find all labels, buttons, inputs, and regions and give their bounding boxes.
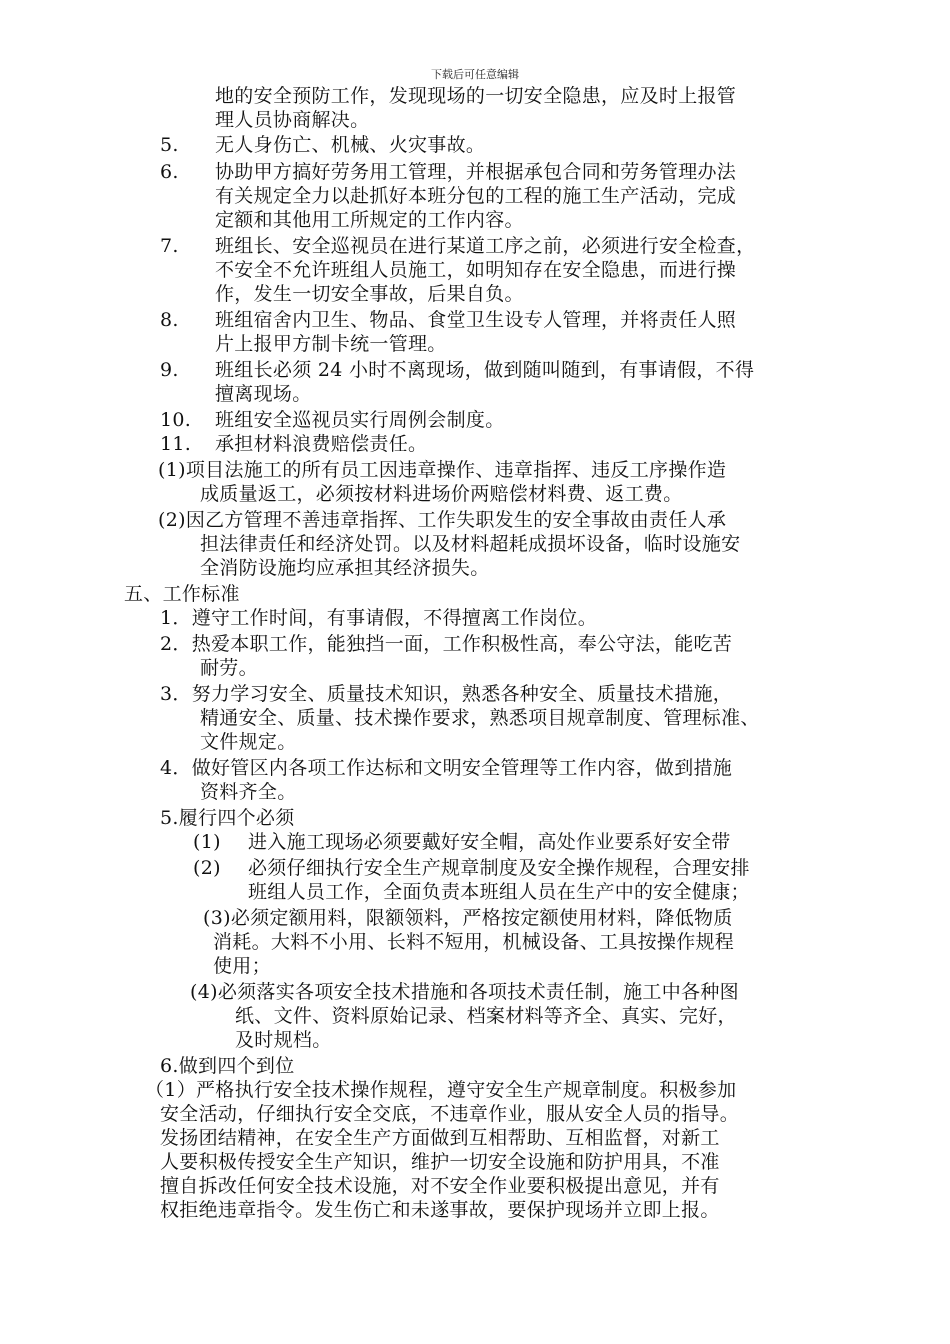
text-line: 协助甲方搞好劳务用工管理，并根据承包合同和劳务管理办法 — [215, 161, 737, 183]
text-line: 地的安全预防工作，发现现场的一切安全隐患，应及时上报管 — [215, 85, 737, 107]
text-line: 班组长、安全巡视员在进行某道工序之前，必须进行安全检查， — [215, 235, 756, 257]
section-heading: 五、工作标准 — [124, 583, 240, 605]
text-line: 3．努力学习安全、质量技术知识，熟悉各种安全、质量技术措施， — [160, 683, 733, 705]
text-line: 成质量返工，必须按材料进场价两赔偿材料费、返工费。 — [200, 483, 683, 505]
item-number: (1) — [193, 831, 221, 853]
text-line: 理人员协商解决。 — [215, 109, 370, 131]
text-line: 权拒绝违章指令。发生伤亡和未遂事故，要保护现场并立即上报。 — [160, 1199, 720, 1221]
text-line: 必须仔细执行安全生产规章制度及安全操作规程，合理安排 — [248, 857, 750, 879]
text-line: 资料齐全。 — [200, 781, 297, 803]
text-line: 进入施工现场必须要戴好安全帽，高处作业要系好安全带 — [248, 831, 731, 853]
text-line: （1）严格执行安全技术操作规程，遵守安全生产规章制度。积极参加 — [145, 1079, 737, 1101]
text-line: 6.做到四个到位 — [160, 1055, 295, 1077]
text-line: 擅离现场。 — [215, 383, 312, 405]
text-line: 有关规定全力以赴抓好本班分包的工程的施工生产活动，完成 — [215, 185, 737, 207]
text-line: (1)项目法施工的所有员工因违章操作、违章指挥、违反工序操作造 — [158, 459, 727, 481]
item-number: 8. — [160, 309, 179, 331]
text-line: 担法律责任和经济处罚。以及材料超耗成损坏设备，临时设施安 — [200, 533, 741, 555]
item-number: 11. — [160, 433, 192, 455]
text-line: 1．遵守工作时间，有事请假，不得擅离工作岗位。 — [160, 607, 597, 629]
item-number: 10. — [160, 409, 192, 431]
text-line: 5.履行四个必须 — [160, 807, 295, 829]
item-number: (2) — [193, 857, 221, 879]
text-line: 人要积极传授安全生产知识，维护一切安全设施和防护用具，不准 — [160, 1151, 720, 1173]
text-line: 全消防设施均应承担其经济损失。 — [200, 557, 490, 579]
item-number: 6. — [160, 161, 179, 183]
text-line: 班组人员工作，全面负责本班组人员在生产中的安全健康； — [248, 881, 750, 903]
text-line: 擅自拆改任何安全技术设施，对不安全作业要积极提出意见，并有 — [160, 1175, 720, 1197]
text-line: 文件规定。 — [200, 731, 297, 753]
text-line: 纸、文件、资料原始记录、档案材料等齐全、真实、完好， — [235, 1005, 737, 1027]
text-line: 作，发生一切安全事故，后果自负。 — [215, 283, 524, 305]
text-line: (2)因乙方管理不善违章指挥、工作失职发生的安全事故由责任人承 — [158, 509, 727, 531]
text-line: 4．做好管区内各项工作达标和文明安全管理等工作内容，做到措施 — [160, 757, 733, 779]
text-line: 精通安全、质量、技术操作要求，熟悉项目规章制度、管理标准、 — [200, 707, 760, 729]
text-line: 班组安全巡视员实行周例会制度。 — [215, 409, 505, 431]
text-line: 安全活动，仔细执行安全交底，不违章作业，服从安全人员的指导。 — [160, 1103, 740, 1125]
page-header-note: 下载后可任意编辑 — [431, 68, 519, 81]
text-line: 发扬团结精神，在安全生产方面做到互相帮助、互相监督，对新工 — [160, 1127, 720, 1149]
text-line: 无人身伤亡、机械、火灾事故。 — [215, 134, 486, 156]
item-number: 7. — [160, 235, 179, 257]
text-line: 不安全不允许班组人员施工，如明知存在安全隐患，而进行操 — [215, 259, 737, 281]
text-line: 消耗。大料不小用、长料不短用，机械设备、工具按操作规程 — [213, 931, 735, 953]
text-line: 2．热爱本职工作，能独挡一面，工作积极性高，奉公守法，能吃苦 — [160, 633, 733, 655]
text-line: 耐劳。 — [200, 657, 258, 679]
text-line: 使用； — [213, 955, 271, 977]
text-line: 班组长必须 24 小时不离现场，做到随叫随到，有事请假，不得 — [215, 359, 755, 381]
text-line: (3)必须定额用料，限额领料，严格按定额使用材料，降低物质 — [203, 907, 733, 929]
text-line: (4)必须落实各项安全技术措施和各项技术责任制，施工中各种图 — [190, 981, 739, 1003]
text-line: 班组宿舍内卫生、物品、食堂卫生设专人管理，并将责任人照 — [215, 309, 737, 331]
text-line: 定额和其他用工所规定的工作内容。 — [215, 209, 524, 231]
text-line: 片上报甲方制卡统一管理。 — [215, 333, 447, 355]
item-number: 5. — [160, 134, 179, 156]
text-line: 及时规档。 — [235, 1029, 332, 1051]
text-line: 承担材料浪费赔偿责任。 — [215, 433, 428, 455]
item-number: 9. — [160, 359, 179, 381]
